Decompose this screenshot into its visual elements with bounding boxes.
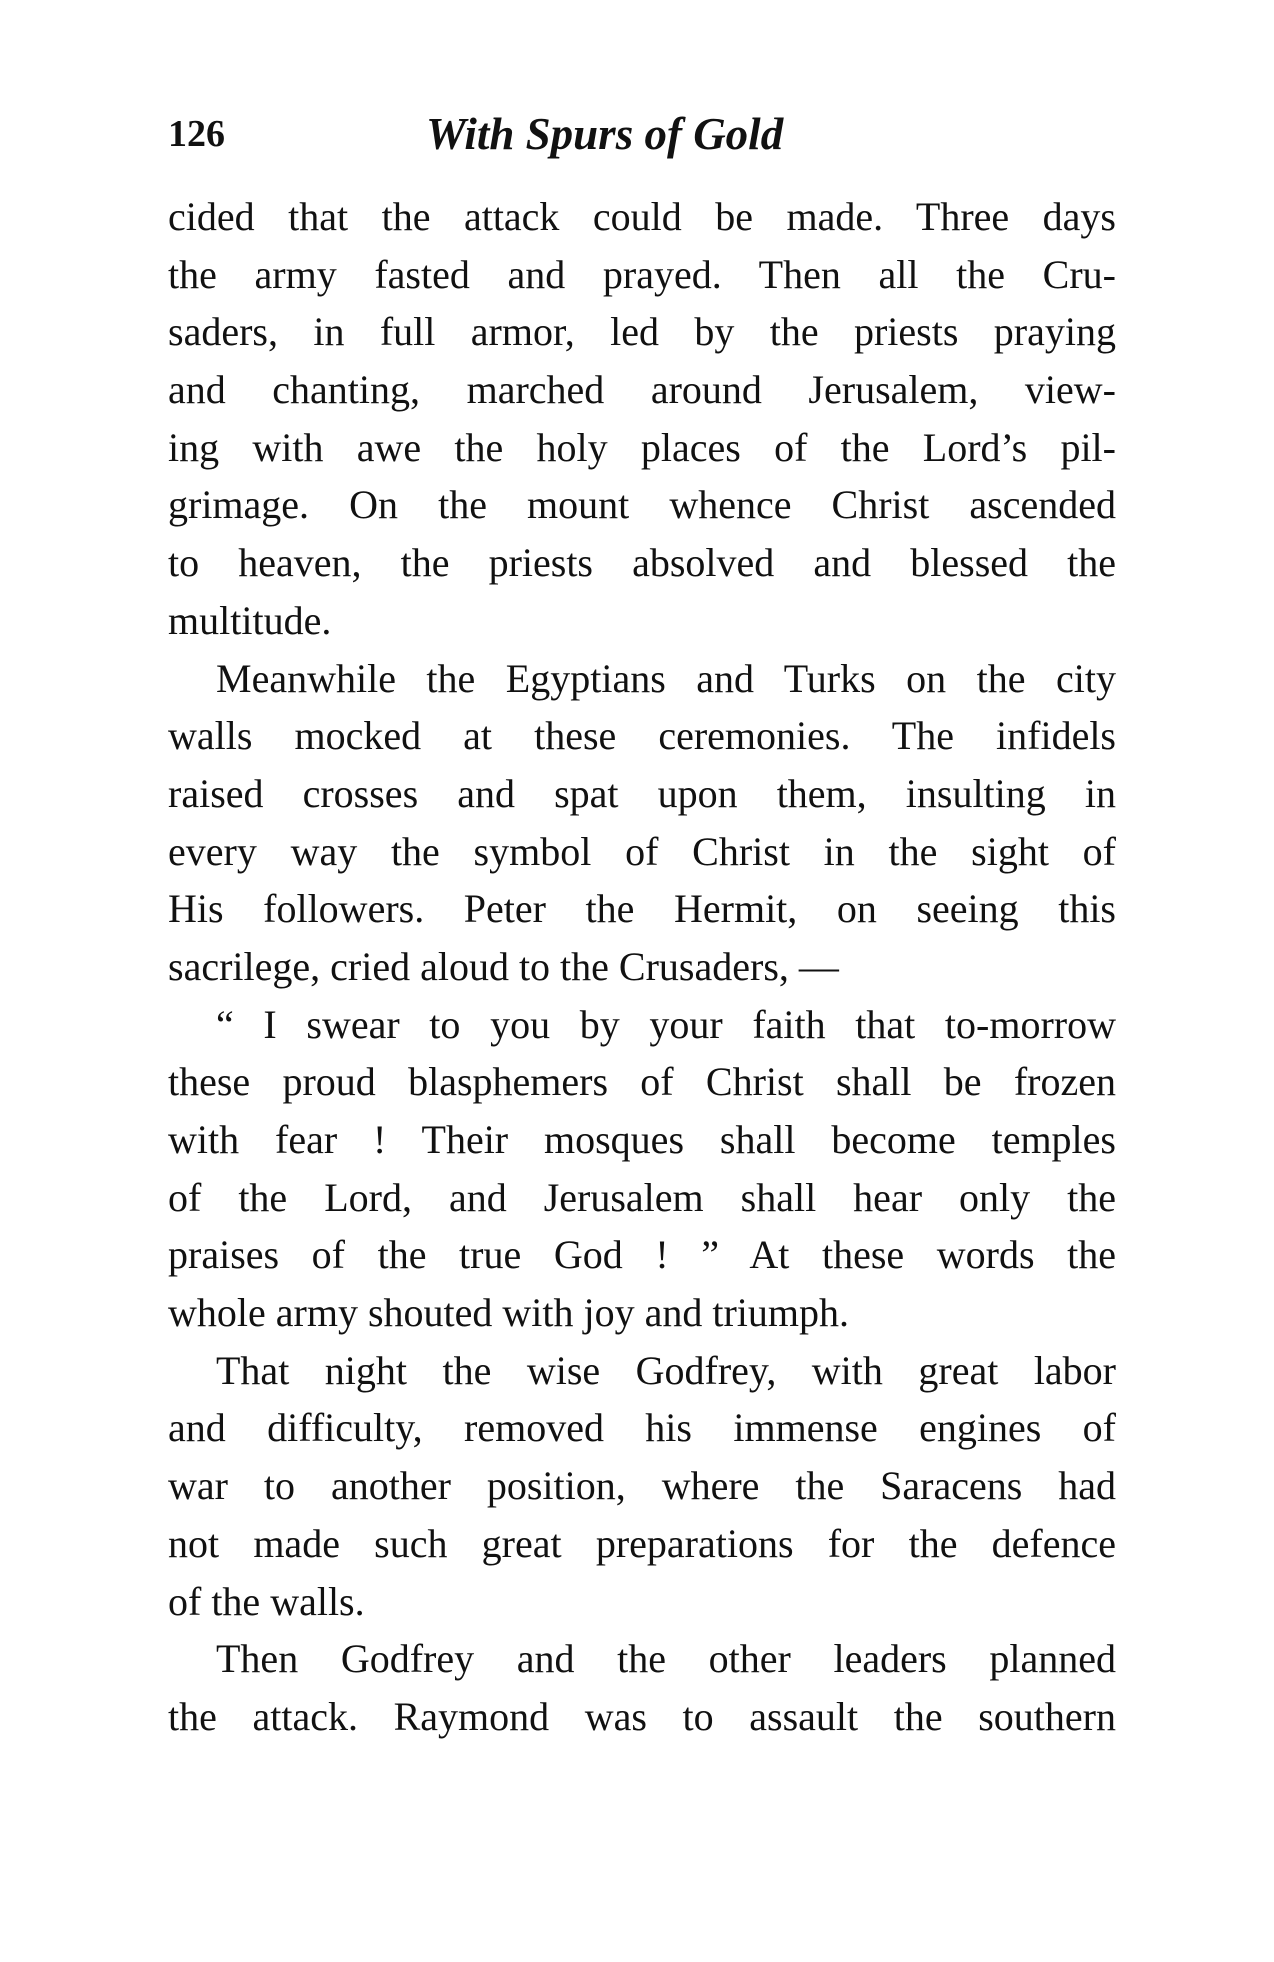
text-line: of the walls.	[168, 1578, 365, 1624]
text-line: the attack. Raymond was to assault the southern	[168, 1693, 1116, 1739]
running-title: With Spurs of Gold	[426, 109, 784, 159]
text-line: whole army shouted with joy and triumph.	[168, 1290, 850, 1336]
text-line: to heaven, the priests absolved and blessed the	[168, 540, 1116, 586]
text-line: not made such great preparations for the defence	[168, 1520, 1116, 1566]
page-header	[168, 104, 1116, 164]
text-line: Meanwhile the Egyptians and Turks on the city	[216, 655, 1116, 701]
text-line: cided that the attack could be made. Three days	[168, 194, 1116, 239]
text-line: “ I swear to you by your faith that to-morrow	[216, 1001, 1116, 1047]
text-line: of the Lord, and Jerusalem shall hear only the	[168, 1174, 1116, 1220]
page-number: 126	[168, 113, 225, 155]
text-line: sacrilege, cried aloud to the Crusaders, —	[168, 943, 839, 989]
text-line: Then Godfrey and the other leaders planned	[216, 1636, 1116, 1682]
text-line: and chanting, marched around Jerusalem, view-	[168, 367, 1116, 413]
text-line: grimage. On the mount whence Christ ascended	[168, 482, 1116, 528]
body-text	[168, 188, 1116, 1746]
text-line: That night the wise Godfrey, with great labor	[216, 1347, 1116, 1393]
text-line: praises of the true God ! ” At these words the	[168, 1232, 1116, 1278]
text-line: saders, in full armor, led by the priests praying	[168, 309, 1116, 355]
text-line: the army fasted and prayed. Then all the Cru-	[168, 251, 1116, 297]
text-line: His followers. Peter the Hermit, on seeing this	[168, 886, 1116, 932]
text-line: every way the symbol of Christ in the sight of	[168, 828, 1116, 874]
text-line: walls mocked at these ceremonies. The infidels	[168, 713, 1116, 759]
text-line: multitude.	[168, 597, 332, 643]
text-line: with fear ! Their mosques shall become temples	[168, 1117, 1116, 1162]
text-line: these proud blasphemers of Christ shall be frozen	[168, 1059, 1116, 1105]
text-line: raised crosses and spat upon them, insulting in	[168, 770, 1116, 816]
text-line: and difficulty, removed his immense engines of	[168, 1405, 1116, 1451]
text-line: war to another position, where the Saracens had	[168, 1463, 1116, 1509]
text-line: ing with awe the holy places of the Lord’s pil-	[168, 424, 1116, 470]
